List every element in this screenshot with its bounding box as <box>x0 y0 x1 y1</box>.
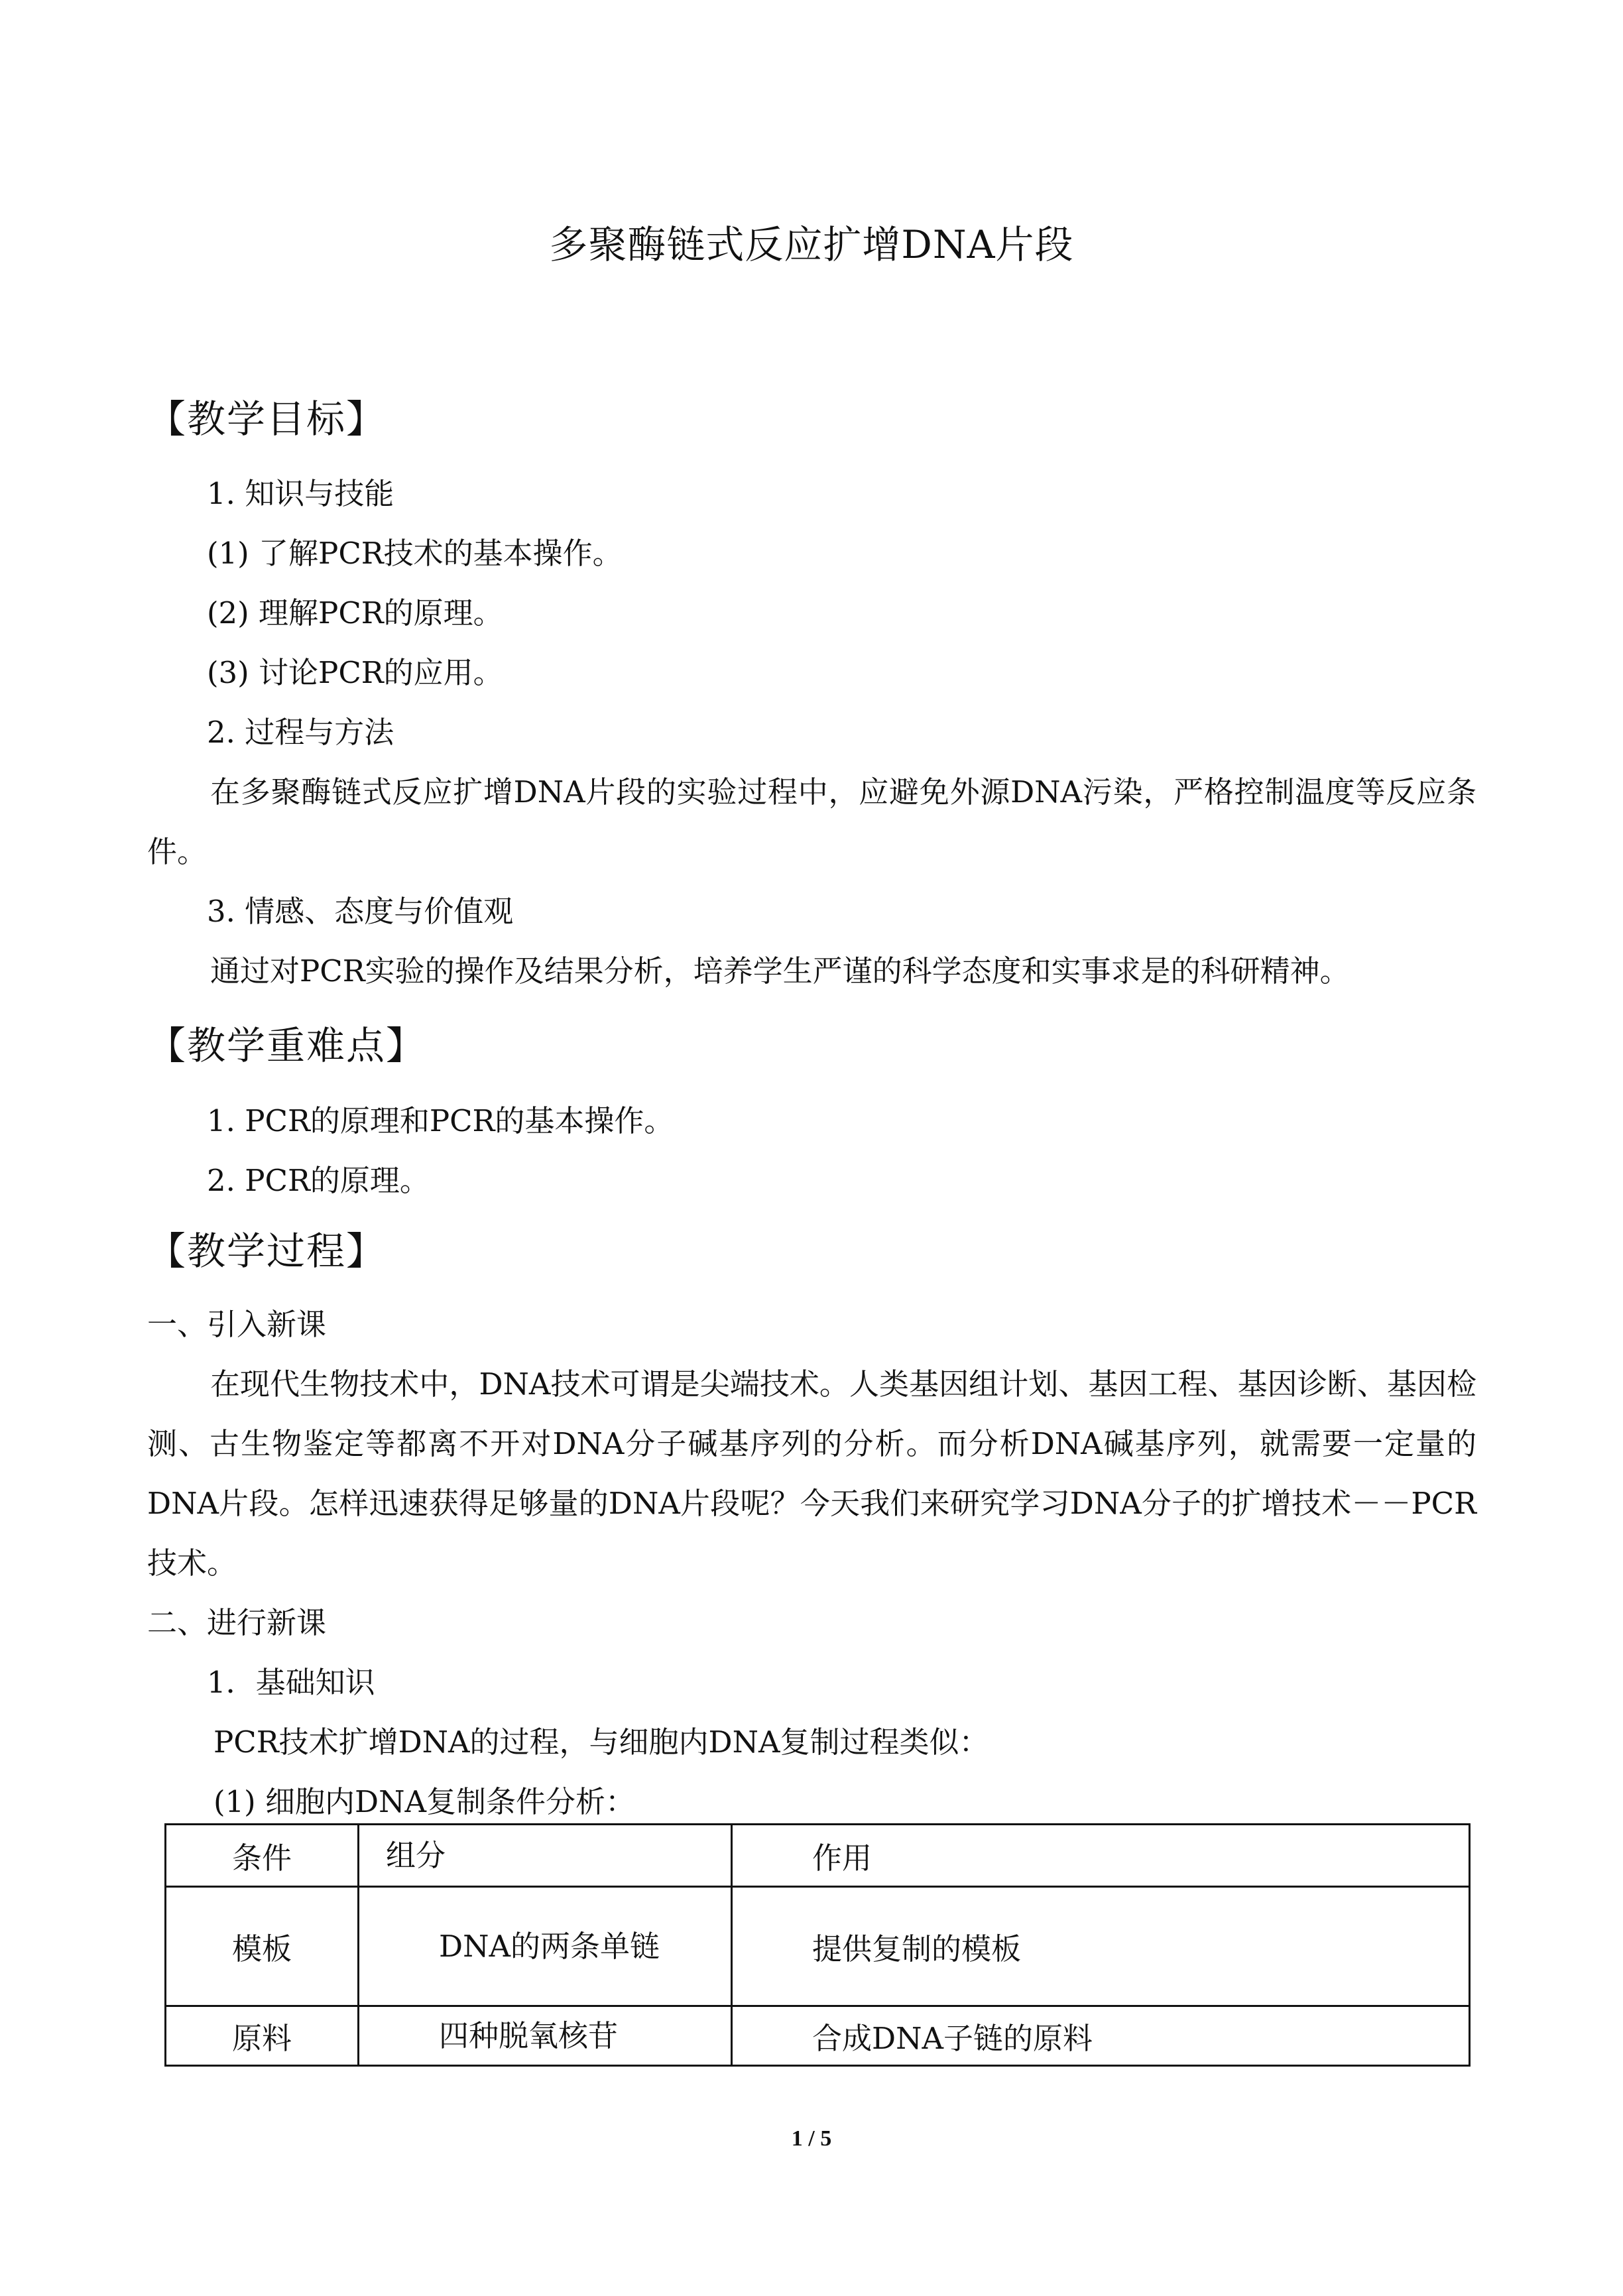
table-header-row <box>166 1825 1470 1887</box>
objective-paragraph-2: 在多聚酶链式反应扩增DNA片段的实验过程中，应避免外源DNA污染，严格控制温度等反应条件。 <box>147 774 1476 869</box>
process-line-1: PCR技术扩增DNA的过程，与细胞内DNA复制过程类似： <box>213 1724 989 1760</box>
table-row <box>166 2006 1470 2066</box>
objective-sub-1: (1) 了解PCR技术的基本操作。 <box>207 536 623 571</box>
table-cell: 提供复制的模板 <box>732 1887 1470 2006</box>
table-cell: 原料 <box>166 2006 359 2066</box>
table-cell: DNA的两条单链 <box>359 1887 732 2006</box>
process-part-1: 一、引入新课 <box>147 1307 327 1342</box>
table-header-cell: 组分 <box>359 1825 732 1887</box>
dna-replication-conditions-table <box>164 1823 1471 2067</box>
table-row <box>166 1887 1470 2006</box>
process-sub-1: 1．基础知识 <box>207 1665 375 1700</box>
table-cell: 合成DNA子链的原料 <box>732 2006 1470 2066</box>
difficulty-item-1: 1. PCR的原理和PCR的基本操作。 <box>207 1103 674 1138</box>
difficulty-item-2: 2. PCR的原理。 <box>207 1163 430 1198</box>
process-line-2: (1) 细胞内DNA复制条件分析： <box>213 1784 635 1819</box>
objective-item-2: 2. 过程与方法 <box>207 715 394 750</box>
process-part-2: 二、进行新课 <box>147 1605 327 1640</box>
table-header-cell: 作用 <box>732 1825 1470 1887</box>
section-heading-process: 【教学过程】 <box>147 1229 387 1274</box>
process-intro-paragraph: 在现代生物技术中，DNA技术可谓是尖端技术。人类基因组计划、基因工程、基因诊断、基因检测、古生物鉴定等都离不开对DNA分子碱基序列的分析。而分析DNA碱基序列，就需要一定量的DNA片段。怎样迅速获得足够量的DNA片段呢？今天我们来研究学习DNA分子的扩增技术－－PCR技术。 <box>147 1366 1476 1581</box>
section-heading-objectives: 【教学目标】 <box>147 396 387 442</box>
page-number: 1 / 5 <box>791 2126 832 2151</box>
table-cell: 四种脱氧核苷 <box>359 2006 732 2066</box>
section-heading-difficulties: 【教学重难点】 <box>147 1023 426 1068</box>
objective-sub-2: (2) 理解PCR的原理。 <box>207 595 503 631</box>
objective-item-3: 3. 情感、态度与价值观 <box>207 894 514 929</box>
objective-item-1: 1. 知识与技能 <box>207 476 394 511</box>
page-title: 多聚酶链式反应扩增DNA片段 <box>549 222 1074 267</box>
table-cell: 模板 <box>166 1887 359 2006</box>
table-header-cell: 条件 <box>166 1825 359 1887</box>
objective-sub-3: (3) 讨论PCR的应用。 <box>207 655 503 690</box>
objective-paragraph-3: 通过对PCR实验的操作及结果分析，培养学生严谨的科学态度和实事求是的科研精神。 <box>210 953 1350 989</box>
